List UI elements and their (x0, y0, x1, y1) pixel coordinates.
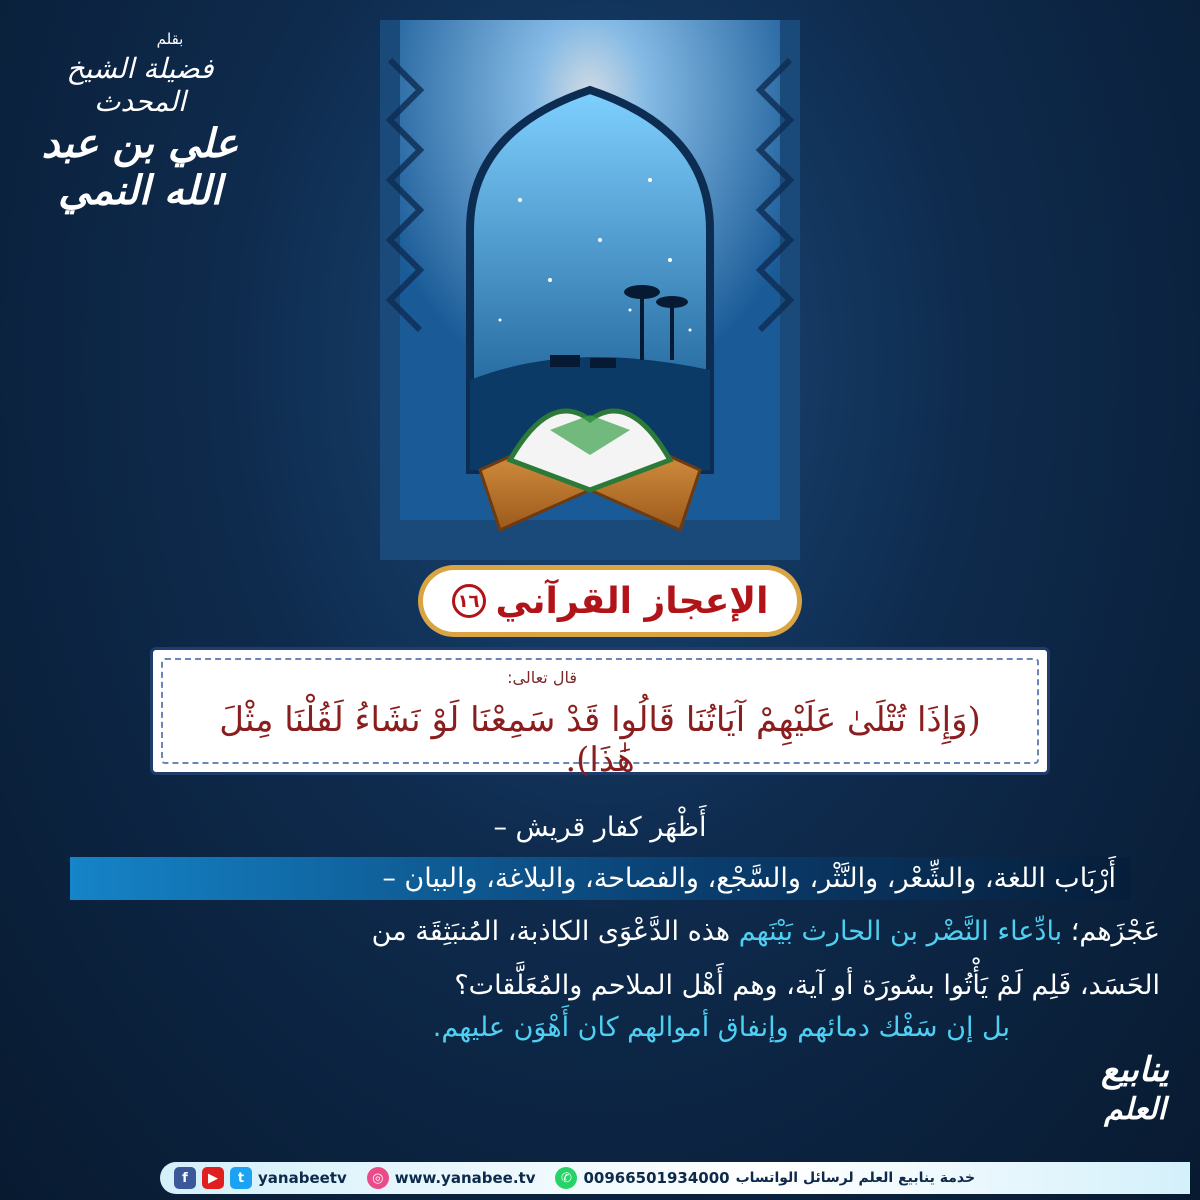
body-line-4: الحَسَد، فَلِم لَمْ يَأْتُوا بسُورَة أو آية، وهم أَهْل الملاحم والمُعَلَّقات؟ (454, 970, 1160, 1001)
twitter-icon[interactable]: t (230, 1167, 252, 1189)
footer-bar (160, 1162, 1190, 1194)
whatsapp-icon: ✆ (555, 1167, 577, 1189)
commentary-text (40, 812, 1160, 1043)
quran-verse: (وَإِذَا تُتْلَىٰ عَلَيْهِمْ آيَاتُنَا قَالُوا قَدْ سَمِعْنَا لَوْ نَشَاءُ لَقُلْنَا مِثْلَ هَٰذَا). (219, 700, 981, 780)
hero-illustration (350, 0, 830, 560)
author-title: فضيلة الشيخ المحدث (66, 52, 214, 118)
service-description: خدمة ينابيع العلم لرسائل الواتساب (735, 1170, 976, 1186)
youtube-icon[interactable]: ▶ (202, 1167, 224, 1189)
series-title: الإعجاز القرآني (495, 580, 769, 622)
verse-intro: قال تعالى: (507, 668, 577, 687)
author-by-label: بقلم (156, 30, 184, 48)
body-line-5: بل إن سَفْك دمائهم وإنفاق أموالهم كان أَهْوَن عليهم. (432, 1012, 1010, 1043)
body-line-2-highlighted: أَرْبَاب اللغة، والشِّعْر، والنَّثْر، والسَّجْع، والفصاحة، والبلاغة، والبيان – (70, 857, 1130, 900)
body-line-3: عَجْزَهم؛ بادِّعاء النَّضْر بن الحارث بَيْنَهم هذه الدَّعْوَى الكاذبة، المُنبَثِقَة من (371, 916, 1160, 947)
website-link[interactable]: www.yanabee.tv (394, 1169, 536, 1187)
dribbble-icon: ◎ (367, 1167, 389, 1189)
body-highlight: بادِّعاء النَّضْر بن الحارث بَيْنَهم (738, 916, 1063, 947)
facebook-icon[interactable]: f (174, 1167, 196, 1189)
whatsapp-number[interactable]: 00966501934000 (583, 1169, 730, 1187)
yanabee-logo (1080, 1050, 1190, 1155)
series-number-badge: ١٦ (452, 584, 486, 618)
social-handle[interactable]: yanabeetv (258, 1169, 347, 1187)
logo-line-2: العلم (1104, 1092, 1166, 1127)
author-name: علي بن عبد الله النمي (41, 120, 239, 214)
mosque-window-quran-illustration (350, 0, 830, 560)
logo-line-1: ينابيع (1101, 1050, 1169, 1090)
verse-frame (150, 647, 1050, 780)
author-block (20, 30, 260, 214)
series-title-pill (418, 565, 802, 637)
body-line-1: أَظْهَر كفار قريش – (493, 812, 707, 843)
